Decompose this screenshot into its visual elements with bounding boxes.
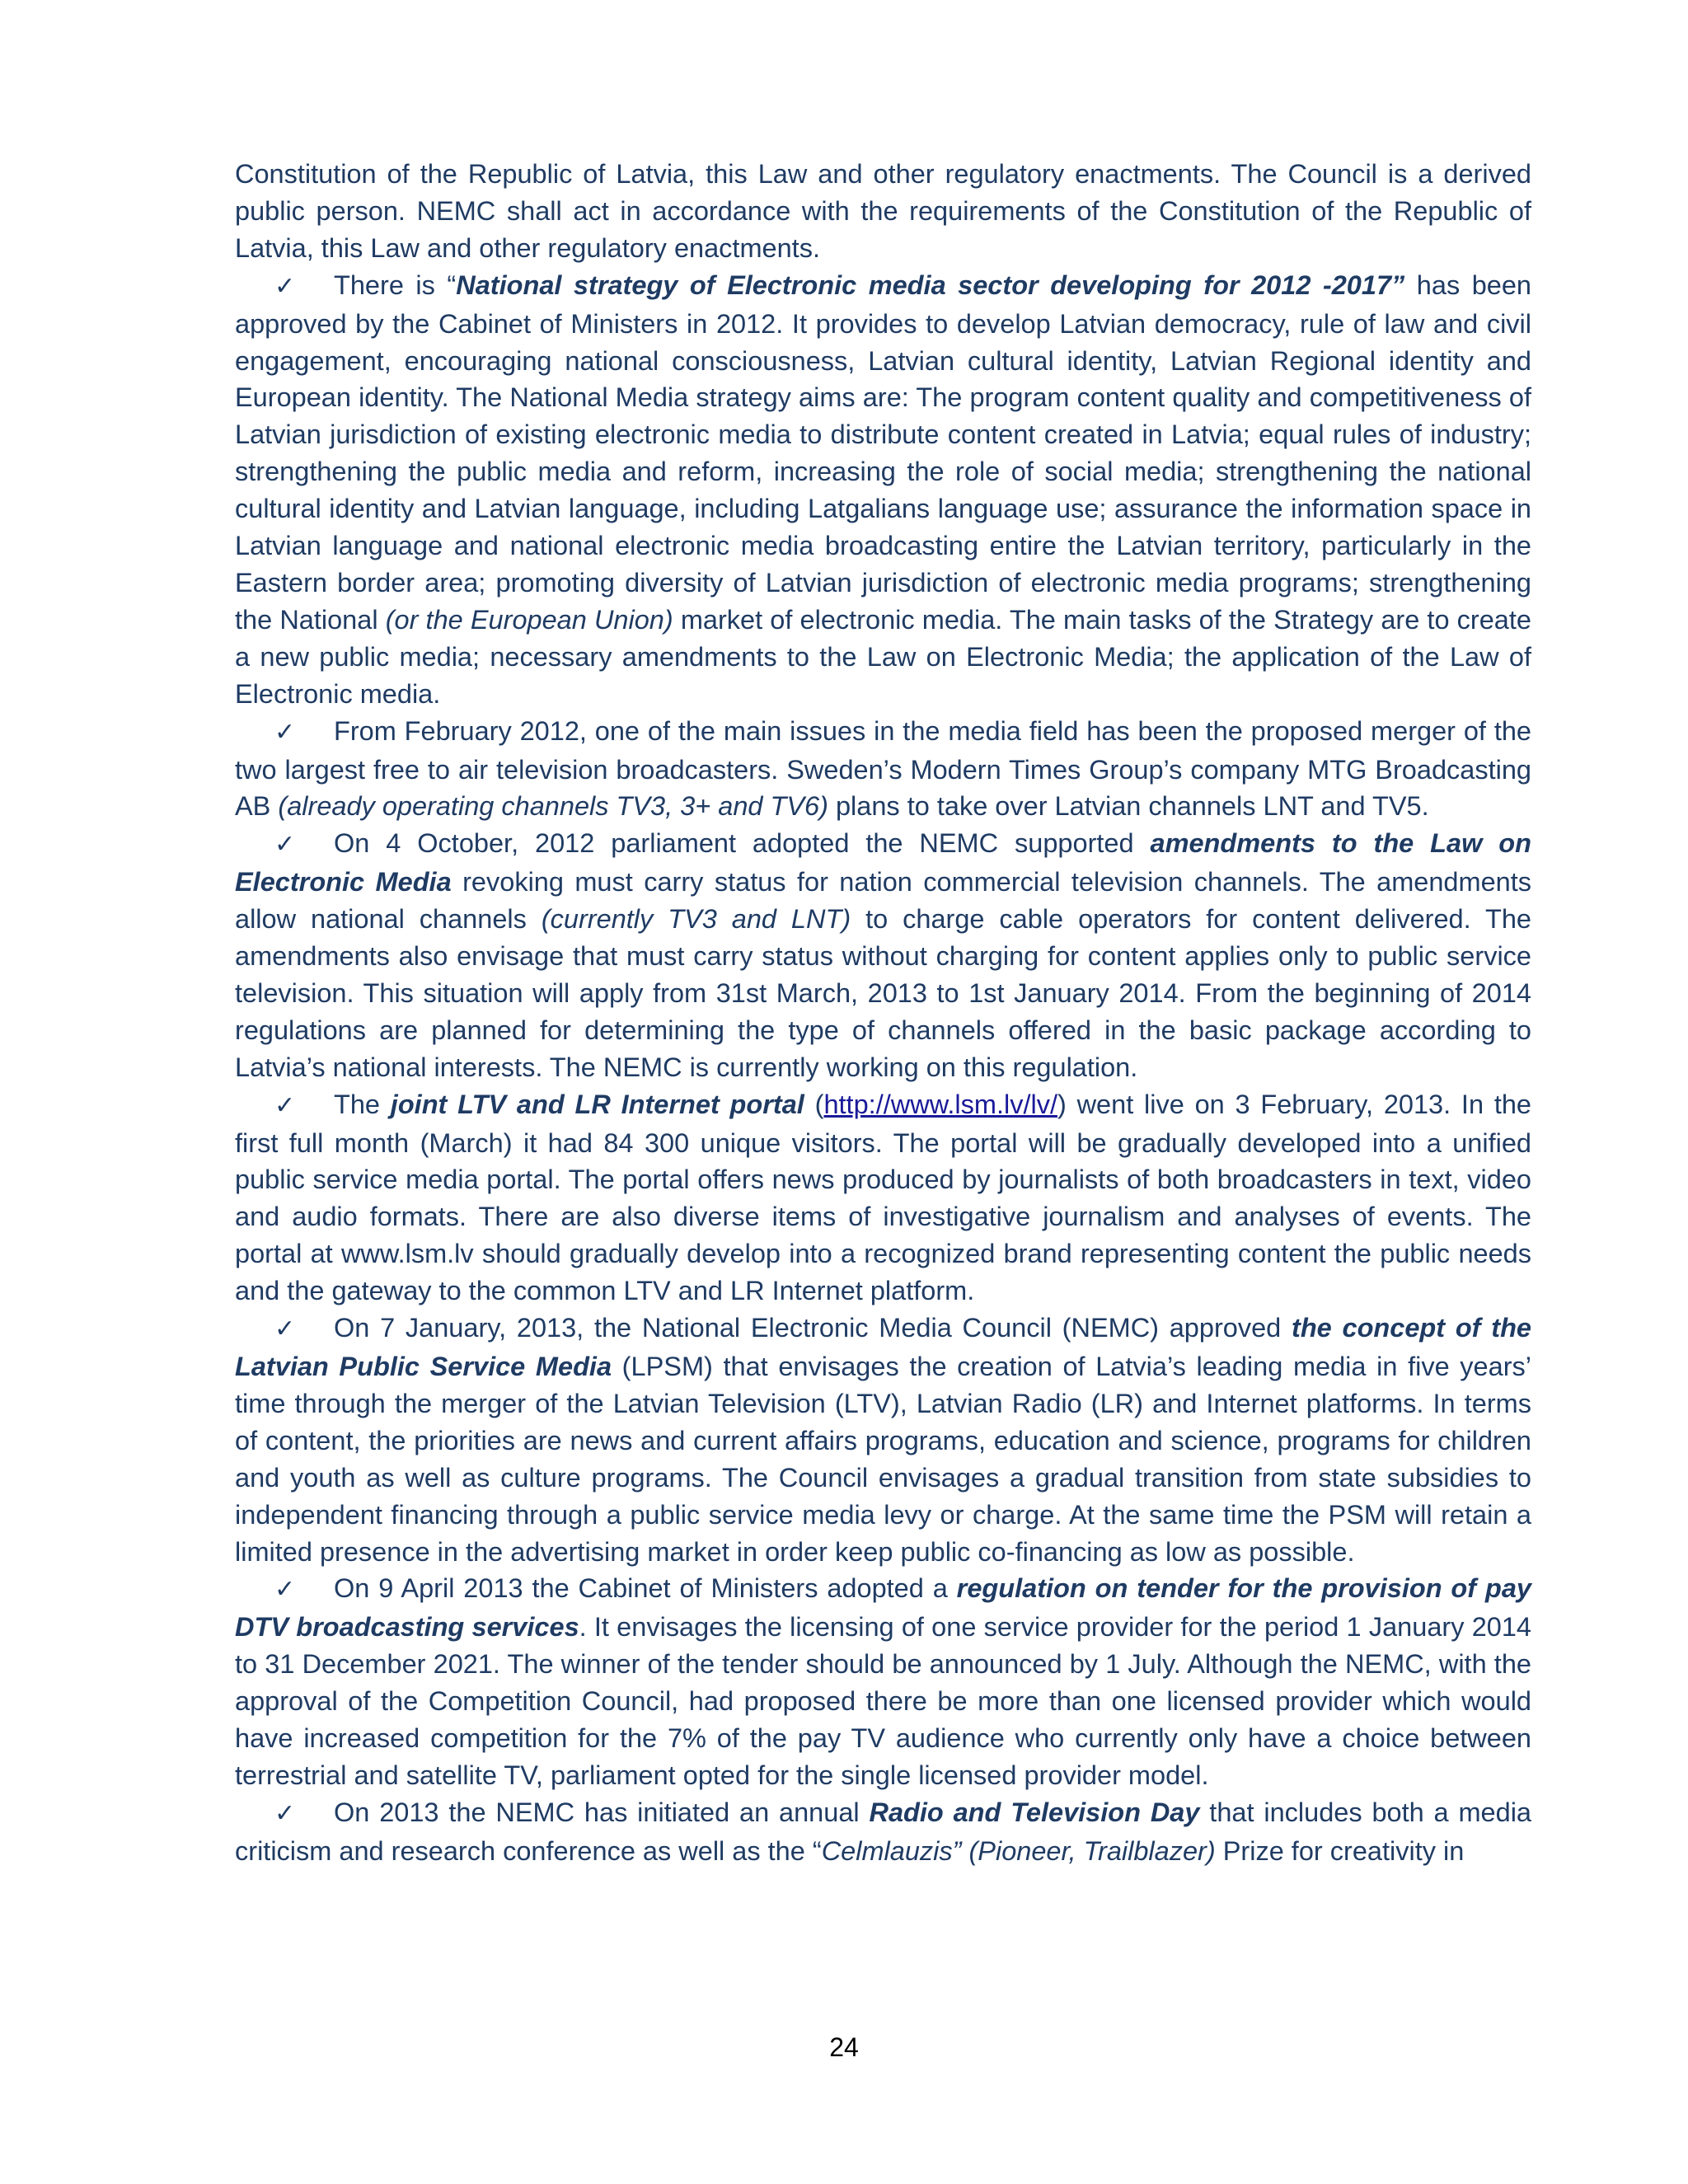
text-run: Prize for creativity in <box>1215 1835 1465 1866</box>
emphasis-text: regulation on tender for the provision of pay DTV broadcasting services <box>235 1573 1531 1643</box>
checkmark-icon: ✓ <box>274 830 296 860</box>
bullet-internet-portal <box>235 1086 1531 1310</box>
text-run: revoking must carry status for nation commercial television channels. The amendments allow national channels <box>235 867 1531 935</box>
checkmark-icon: ✓ <box>274 717 296 747</box>
text-run: From February 2012, one of the main issues in the media field has been the proposed merger of the two largest free to air television broadcasters. Sweden’s Modern Times Group’s company MTG Broadcasting AB <box>235 715 1531 822</box>
italic-text: (currently TV3 and LNT) <box>541 904 851 935</box>
paragraph-text: Constitution of the Republic of Latvia, this Law and other regulatory enactments. The Council is a derived public person. NEMC shall act in accordance with the requirements of the Constitution of the Republic of Latvia, this Law and other regulatory enactments. <box>235 159 1531 263</box>
text-run: On 7 January, 2013, the National Electronic Media Council (NEMC) approved <box>334 1313 1292 1343</box>
emphasis-text: amendments to the Law on Electronic Media <box>235 828 1531 898</box>
text-run: (LPSM) that envisages the creation of Latvia’s leading media in five years’ time through the merger of the Latvian Television (LTV), Latvian Radio (LR) and Internet platforms. In terms of content, the priorities are news and current affairs programs, education and science, programs for children and youth as well as culture programs. The Council envisages a gradual transition from state subsidies to independent financing through a public service media levy or charge. At the same time the PSM will retain a limited presence in the advertising market in order keep public co-financing as low as possible. <box>235 1352 1531 1567</box>
body-text <box>235 156 1531 1870</box>
text-run: market of electronic media. The main tasks of the Strategy are to create a new public media; necessary amendments to the Law on Electronic Media; the application of the Law of Electronic media. <box>235 604 1531 709</box>
checkmark-icon: ✓ <box>274 1798 296 1828</box>
text-run: ) went live on 3 February, 2013. In the first full month (March) it had 84 300 unique visitors. The portal will be gradually developed into a unified public service media portal. The portal offers news produced by journalists of both broadcasters in text, video and audio formats. There are also diverse items of investigative journalism and analyses of events. The portal at www.lsm.lv should gradually develop into a recognized brand representing content the public needs and the gateway to the common LTV and LR Internet platform. <box>235 1089 1531 1306</box>
text-run: that includes both a media criticism and research conference as well as the “ <box>235 1797 1531 1866</box>
checkmark-icon: ✓ <box>274 271 296 301</box>
checkmark-icon: ✓ <box>274 1090 296 1120</box>
emphasis-text: Radio and Television Day <box>869 1797 1200 1827</box>
intro-paragraph <box>235 156 1531 267</box>
bullet-amendments <box>235 825 1531 1085</box>
italic-text: (already operating channels TV3, 3+ and TV6) <box>278 791 828 822</box>
text-run: has been approved by the Cabinet of Ministers in 2012. It provides to develop Latvian democracy, rule of law and civil engagement, encouraging national consciousness, Latvian cultural identity, Latvian Regional identity and European identity. The National Media strategy aims are: The program content quality and competitiveness of Latvian jurisdiction of existing electronic media to distribute content created in Latvia; equal rules of industry; strengthening the public media and reform, increasing the role of social media; strengthening the national cultural identity and Latvian language, including Latgalians language use; assurance the information space in Latvian language and national electronic media broadcasting entire the Latvian territory, particularly in the Eastern border area; promoting diversity of Latvian jurisdiction of electronic media programs; strengthening the National <box>235 269 1531 635</box>
checkmark-icon: ✓ <box>274 1575 296 1605</box>
text-run: On 4 October, 2012 parliament adopted the NEMC supported <box>334 828 1151 859</box>
lsm-portal-link[interactable]: http://www.lsm.lv/lv/ <box>823 1089 1057 1119</box>
bullet-lpsm-concept <box>235 1310 1531 1570</box>
italic-text: Celmlauzis” (Pioneer, Trailblazer) <box>821 1835 1216 1866</box>
bullet-dtv-tender <box>235 1570 1531 1793</box>
text-run: . It envisages the licensing of one service provider for the period 1 January 2014 to 31 December 2021. The winner of the tender should be announced by 1 July. Although the NEMC, with the approval of the Competition Council, had proposed there be more than one licensed provider which would have increased competition for the 7% of the pay TV audience who currently only have a choice between terrestrial and satellite TV, parliament opted for the single licensed provider model. <box>235 1612 1531 1790</box>
text-run: On 9 April 2013 the Cabinet of Ministers adopted a <box>334 1573 957 1604</box>
page-number: 24 <box>829 2032 859 2062</box>
text-run: plans to take over Latvian channels LNT and TV5. <box>828 791 1429 822</box>
text-run: to charge cable operators for content delivered. The amendments also envisage that must carry status without charging for content applies only to public service television. This situation will apply from 31st March, 2013 to 1st January 2014. From the beginning of 2014 regulations are planned for determining the type of channels offered in the basic package according to Latvia’s national interests. The NEMC is currently working on this regulation. <box>235 904 1531 1082</box>
emphasis-text: National strategy of Electronic media sector developing for 2012 -2017” <box>456 269 1405 300</box>
bullet-radio-tv-day <box>235 1794 1531 1870</box>
bullet-national-strategy <box>235 267 1531 713</box>
italic-text: (or the European Union) <box>385 604 673 635</box>
checkmark-icon: ✓ <box>274 1315 296 1344</box>
emphasis-text: the concept of the Latvian Public Service Media <box>235 1313 1531 1381</box>
text-run: There is “ <box>334 269 457 300</box>
text-run: On 2013 the NEMC has initiated an annual <box>334 1797 870 1827</box>
text-run: ( <box>804 1089 824 1119</box>
emphasis-text: joint LTV and LR Internet portal <box>390 1089 804 1119</box>
text-run: The <box>334 1089 391 1119</box>
bullet-merger <box>235 713 1531 826</box>
